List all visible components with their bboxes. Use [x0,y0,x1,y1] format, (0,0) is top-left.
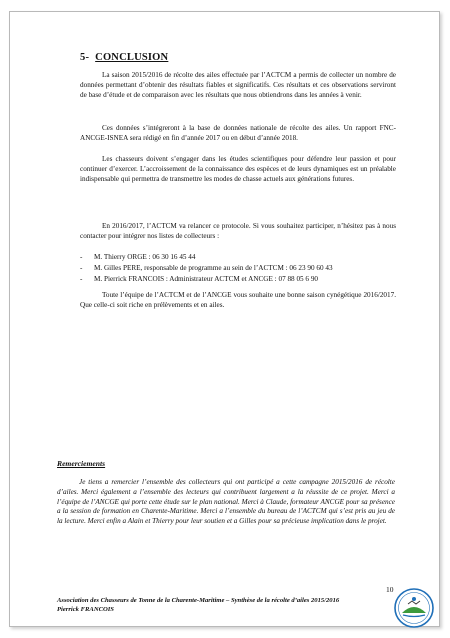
association-logo-icon [393,587,435,629]
contact-text: M. Gilles PERE, responsable de programme au sein de l’ACTCM : 06 23 90 60 43 [94,264,333,272]
contact-text: M. Pierrick FRANCOIS : Administrateur ACTCM et ANCGE : 07 88 05 6 90 [94,275,319,283]
paragraph-database: Ces données s’intégreront à la base de données nationale de récolte des ailes. Un rapport FNC-ANCGE-ISNEA sera rédigé en fin d’année 2017 ou en début d’année 2018. [80,124,396,142]
paragraph-protocol: En 2016/2017, l’ACTCM va relancer ce protocole. Si vous souhaitez participer, n’hésitez pas à nous contacter pour intégrer nos listes de collecteurs : [80,222,396,240]
footer-association-line: Association des Chasseurs de Tonne de la Charente-Maritime – Synthèse de la récolte d’ailes 2015/2016 [57,597,340,604]
section-heading [80,52,168,63]
paragraph-season-wishes: Toute l’équipe de l’ACTCM et de l’ANCGE vous souhaite une bonne saison cynégétique 2016/2017. Que celle-ci soit riche en prélèvements et en ailes. [80,291,396,309]
contact-text: M. Thierry ORGE : 06 30 16 45 44 [94,253,196,261]
list-item: - M. Gilles PERE, responsable de programme au sein de l’ACTCM : 06 23 90 60 43 [80,264,333,272]
section-number: 5- [80,52,90,63]
acknowledgements-heading: Remerciements [57,459,106,468]
section-title: CONCLUSION [95,52,169,63]
list-item: - M. Thierry ORGE : 06 30 16 45 44 [80,253,196,261]
list-item: - M. Pierrick FRANCOIS : Administrateur ACTCM et ANCGE : 07 88 05 6 90 [80,275,319,283]
page-number: 10 [386,585,394,594]
acknowledgements-text: Je tiens a remercier l’ensemble des collecteurs qui ont participé a cette campagne 2015/2016 de récolte d’ailes. Merci également a l’ensemble des lecteurs qui contribuent largement a la réussite de ce projet. Merci a l’équipe de l’ANCGE qui porte cette étude sur le plan national. Merci à Claude, formateur ANCGE pour sa présence a la session de formation en Charente-Maritime. Merci a l’ensemble du bureau de l’ACTCM qui s’est pris au jeu de la lecture. Merci enfin a Alain et Thierry pour leur soutien et a Gilles pour sa précieuse implication dans le projet. [57,478,395,526]
paragraph-hunters: Les chasseurs doivent s’engager dans les études scientifiques pour défendre leur passion et pour continuer d’exercer. L’accroissement de la connaissance des espèces et de leurs dynamiques est un préalable indispensable qui permettra de transmettre les modes de chasse actuels aux générations futures. [80,155,396,183]
footer-author: Pierrick FRANCOIS [57,605,114,613]
paragraph-intro: La saison 2015/2016 de récolte des ailes effectuée par l’ACTCM a permis de collecter un nombre de données permettant d’obtenir des résultats fiables et significatifs. Ces résultats et ces observations serviront de base d’étude et de comparaison avec les résultats que nous obtiendrons dans les années à venir. [80,71,396,99]
contact-list [80,252,333,285]
page-footer [57,597,387,614]
document-page [9,11,440,627]
